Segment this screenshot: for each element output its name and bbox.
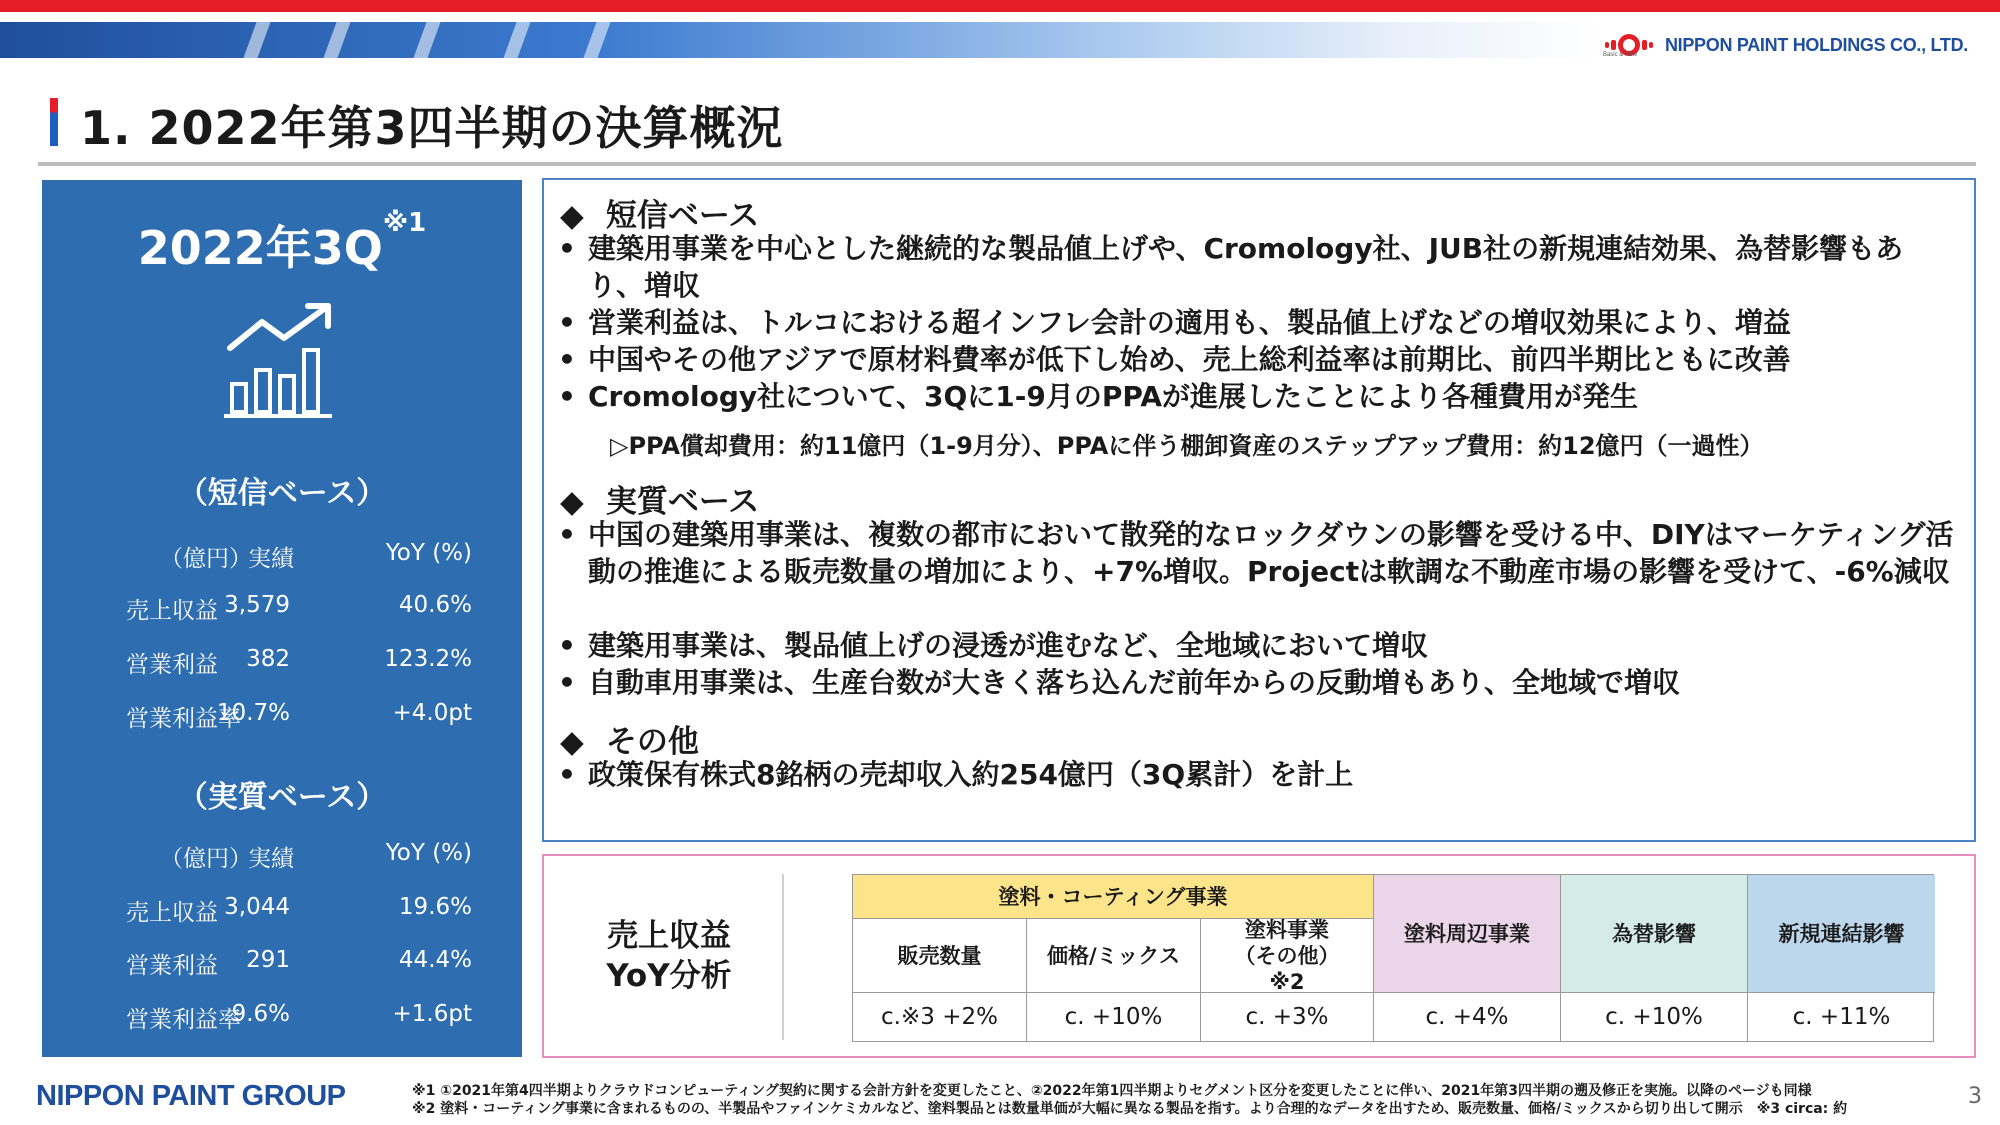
section-heading-text: 短信ベース <box>605 198 760 234</box>
kpi-actual: 10.7% <box>216 700 290 726</box>
kpi-actual: 382 <box>246 646 290 672</box>
kpi-actual: 291 <box>246 947 290 973</box>
yoy-header: YoY (%) <box>385 540 472 566</box>
yoy-label-line1: 売上収益 <box>607 918 731 954</box>
kpi-header-row <box>82 840 522 870</box>
kpi-row <box>82 894 522 924</box>
yoy-breakdown-table <box>852 874 1934 1042</box>
bullet-dot-icon: • <box>558 758 576 791</box>
col-header-new-consolidation: 新規連結影響 <box>1748 875 1935 993</box>
diamond-bullet-icon: ◆ <box>560 198 584 234</box>
kpi-label: 営業利益率 <box>126 1007 241 1033</box>
value-coating-other: c. +3% <box>1201 993 1374 1041</box>
period-heading <box>42 208 522 278</box>
yoy-header: YoY (%) <box>385 840 472 866</box>
yoy-analysis-panel <box>542 854 1976 1058</box>
value-peripheral: c. +4% <box>1374 993 1561 1041</box>
kpi-actual: 3,044 <box>224 894 290 920</box>
bullet-dot-icon: • <box>558 629 576 662</box>
page-title: 1. 2022年第3四半期の決算概況 <box>80 101 784 155</box>
actual-header: 実績 <box>248 546 294 572</box>
coating-group-header: 塗料・コーティング事業 <box>853 875 1374 919</box>
bullet-dot-icon: • <box>558 306 576 339</box>
bullet-text: 自動車用事業は、生産台数が大きく落ち込んだ前年からの反動増もあり、全地域で増収 <box>588 666 1681 699</box>
period-label: 2022年3Q <box>137 221 383 275</box>
company-logo <box>1601 28 1968 62</box>
value-new-consolidation: c. +11% <box>1792 1004 1891 1030</box>
col-header-volume: 販売数量 <box>853 919 1027 993</box>
kpi-yoy: +1.6pt <box>392 1001 472 1027</box>
kpi-label: 売上収益 <box>126 598 218 624</box>
kpi-label: 営業利益 <box>126 953 218 979</box>
kpi-row <box>82 947 522 977</box>
bullet-text: 中国の建築用事業は、複数の都市において散発的なロックダウンの影響を受ける中、DIYはマーケティング活動の推進による販売数量の増加により、+7%増収。Projectは軟調な不動産市場の影響を受けて、-6%減収 <box>588 518 1954 588</box>
bullet-dot-icon: • <box>558 666 576 699</box>
bullet-item <box>558 756 1958 793</box>
kpi-row <box>82 592 522 622</box>
bullet-item <box>558 378 1958 415</box>
bullet-dot-icon: • <box>558 380 576 413</box>
commentary-panel <box>542 178 1976 842</box>
yoy-divider <box>782 874 784 1040</box>
unit-label: （億円） <box>160 546 252 572</box>
kpi-label: 営業利益率 <box>126 706 241 732</box>
bullet-dot-icon: • <box>558 343 576 376</box>
yoy-analysis-label <box>544 916 794 996</box>
diamond-bullet-icon: ◆ <box>560 484 584 520</box>
unit-label: （億円） <box>160 846 252 872</box>
diamond-bullet-icon: ◆ <box>560 724 584 760</box>
bullet-text: 政策保有株式8銘柄の売却収入約254億円（3Q累計）を計上 <box>588 758 1354 791</box>
company-logo-text: NIPPON PAINT HOLDINGS CO., LTD. <box>1664 34 1968 55</box>
company-tagline: Basic & New <box>1602 52 1637 58</box>
kpi-yoy: 123.2% <box>384 646 472 672</box>
kpi-row <box>82 646 522 676</box>
kpi-yoy: 44.4% <box>398 947 472 973</box>
value-fx: c. +10% <box>1561 993 1748 1041</box>
kpi-label: 営業利益 <box>126 652 218 678</box>
value-volume: c.※3 +2% <box>853 993 1027 1041</box>
section-heading-text: 実質ベース <box>605 484 760 520</box>
kpi-header-row <box>82 540 522 570</box>
ppa-note: ▷PPA償却費用：約11億円（1-9月分）、PPAに伴う棚卸資産のステップアップ費用：約12億円（一過性） <box>610 432 1764 460</box>
bullet-item <box>558 627 1958 664</box>
bullet-item <box>558 304 1958 341</box>
bullet-item <box>558 516 1958 590</box>
bullet-text: Cromology社について、3Qに1-9月のPPAが進展したことにより各種費用が発生 <box>588 380 1639 413</box>
bullet-text: 営業利益は、トルコにおける超インフレ会計の適用も、製品値上げなどの増収効果により、増益 <box>588 306 1791 339</box>
actual-header: 実績 <box>248 846 294 872</box>
tanshin-heading: （短信ベース） <box>177 476 387 511</box>
section-heading-tanshin <box>560 190 759 235</box>
period-note: ※1 <box>382 208 427 238</box>
top-red-band <box>0 0 2000 12</box>
bullet-dot-icon: • <box>558 232 576 265</box>
kpi-yoy: 40.6% <box>398 592 472 618</box>
col-header-fx: 為替影響 <box>1561 875 1748 993</box>
growth-bar-chart-icon <box>222 300 342 420</box>
kpi-summary-panel <box>42 180 522 1057</box>
group-logo: NIPPON PAINT GROUP <box>36 1080 346 1112</box>
bullet-text: 建築用事業を中心とした継続的な製品値上げや、Cromology社、JUB社の新規連結効果、為替影響もあり、増収 <box>588 232 1904 302</box>
value-price-mix: c. +10% <box>1027 993 1201 1041</box>
bullet-text: 中国やその他アジアで原材料費率が低下し始め、売上総利益率は前期比、前四半期比ともに改善 <box>588 343 1791 376</box>
yoy-label-line2: YoY分析 <box>606 958 732 994</box>
kpi-row <box>82 700 522 730</box>
bullet-text: 建築用事業は、製品値上げの浸透が進むなど、全地域において増収 <box>588 629 1429 662</box>
col-header-price-mix: 価格/ミックス <box>1027 919 1201 993</box>
bullet-dot-icon: • <box>558 518 576 551</box>
footnote-2: ※2 塗料・コーティング事業に含まれるものの、半製品やファインケミカルなど、塗料製品とは数量単価が大幅に異なる製品を指す。より合理的なデータを出すため、販売数量、価格/ミックスから切り出して開示 ※3 circa: 約 <box>412 1101 1848 1117</box>
page-number: 3 <box>1968 1084 1982 1109</box>
kpi-label: 売上収益 <box>126 900 218 926</box>
title-divider <box>38 162 1976 166</box>
jisshitsu-heading: （実質ベース） <box>177 780 387 815</box>
col-header-coating-other: 塗料事業（その他）※2 <box>1201 919 1374 993</box>
section-heading-other <box>560 716 699 761</box>
kpi-row <box>82 1001 522 1031</box>
kpi-actual: 3,579 <box>224 592 290 618</box>
kpi-yoy: +4.0pt <box>392 700 472 726</box>
col-header-peripheral: 塗料周辺事業 <box>1374 875 1561 993</box>
kpi-yoy: 19.6% <box>398 894 472 920</box>
bullet-item <box>558 664 1958 701</box>
section-heading-jisshitsu <box>560 476 759 521</box>
footnote-1: ※1 ①2021年第4四半期よりクラウドコンピューティング契約に関する会計方針を変更したこと、②2022年第1四半期よりセグメント区分を変更したことに伴い、2021年第3四半期の遡及修正を実施。以降のページも同様 <box>412 1083 1812 1099</box>
bullet-item <box>558 341 1958 378</box>
kpi-actual: 9.6% <box>231 1001 290 1027</box>
section-heading-text: その他 <box>605 724 699 760</box>
bullet-item <box>558 230 1958 304</box>
title-accent-bar <box>50 98 58 146</box>
